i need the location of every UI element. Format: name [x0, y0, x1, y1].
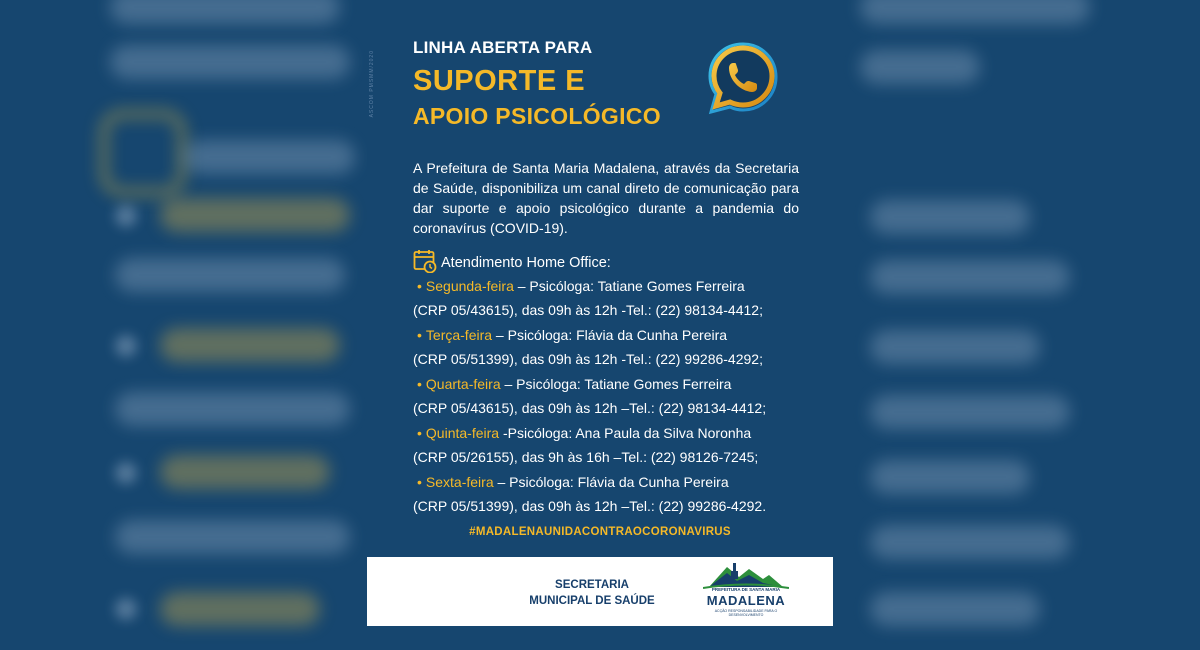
campaign-hashtag: #MADALENAUNIDACONTRAOCORONAVIRUS: [469, 526, 731, 538]
contact-details: (CRP 05/43615), das 09h às 12h -Tel.: (22) 98134-4412;: [413, 302, 763, 318]
contact-details: (CRP 05/26155), das 9h às 16h –Tel.: (22) 98126-7245;: [413, 449, 759, 465]
psychologist: – Psicóloga: Tatiane Gomes Ferreira: [513, 278, 745, 294]
list-item: [413, 470, 813, 519]
schedule-list: [413, 274, 813, 519]
poster-footer: [367, 557, 833, 626]
logo-tagline: ACÇÃO RESPONSABILIDADE PARA O DESENVOLVIMENTO: [714, 609, 778, 617]
secretariat-line-2: MUNICIPAL DE SAÚDE: [529, 595, 655, 607]
weekday: Quinta-feira: [425, 425, 500, 441]
bullet-icon: •: [417, 474, 422, 490]
psychologist: – Psicóloga: Flávia da Cunha Pereira: [492, 327, 728, 343]
psychologist: – Psicóloga: Flávia da Cunha Pereira: [493, 474, 729, 490]
contact-details: (CRP 05/51399), das 09h às 12h –Tel.: (22) 99286-4292.: [413, 498, 767, 514]
heading-line-2: SUPORTE E: [413, 65, 586, 97]
bullet-icon: •: [417, 327, 422, 343]
list-item: [413, 274, 813, 323]
logo-name-text: MADALENA: [706, 593, 786, 608]
secretariat-line-1: SECRETARIA: [555, 579, 629, 591]
weekday: Sexta-feira: [425, 474, 494, 490]
bullet-icon: •: [417, 425, 422, 441]
section-title: [413, 249, 611, 271]
list-item: [413, 421, 813, 470]
poster-heading: [413, 38, 661, 130]
mountain-logo-icon: [703, 561, 789, 589]
contact-details: (CRP 05/43615), das 09h às 12h –Tel.: (22) 98134-4412;: [413, 400, 767, 416]
section-title-text: Atendimento Home Office:: [441, 255, 611, 271]
credit-note: ASCOM PMSMM/2020: [369, 50, 375, 118]
bullet-icon: •: [417, 376, 422, 392]
whatsapp-icon: [703, 38, 783, 118]
heading-line-1: LINHA ABERTA PARA: [413, 38, 593, 57]
heading-line-3: APOIO PSICOLÓGICO: [413, 103, 661, 129]
psychologist: – Psicóloga: Tatiane Gomes Ferreira: [500, 376, 732, 392]
weekday: Segunda-feira: [425, 278, 514, 294]
poster: [367, 0, 833, 626]
list-item: [413, 323, 813, 372]
logo-top-text: PREFEITURA DE SANTA MARIA: [711, 587, 781, 592]
secretariat-name: [517, 577, 667, 609]
calendar-icon: [413, 249, 437, 273]
weekday: Quarta-feira: [425, 376, 501, 392]
weekday: Terça-feira: [425, 327, 493, 343]
list-item: [413, 372, 813, 421]
contact-details: (CRP 05/51399), das 09h às 12h -Tel.: (22) 99286-4292;: [413, 351, 763, 367]
bullet-icon: •: [417, 278, 422, 294]
psychologist: -Psicóloga: Ana Paula da Silva Noronha: [499, 425, 752, 441]
intro-paragraph: A Prefeitura de Santa Maria Madalena, através da Secretaria de Saúde, disponibiliza um canal direto de comunicação para dar suporte e apoio psicológico durante a pandemia do coronavírus (COVID-19).: [413, 160, 799, 236]
blurred-whatsapp-icon: [100, 110, 186, 196]
city-logo: [703, 561, 789, 621]
